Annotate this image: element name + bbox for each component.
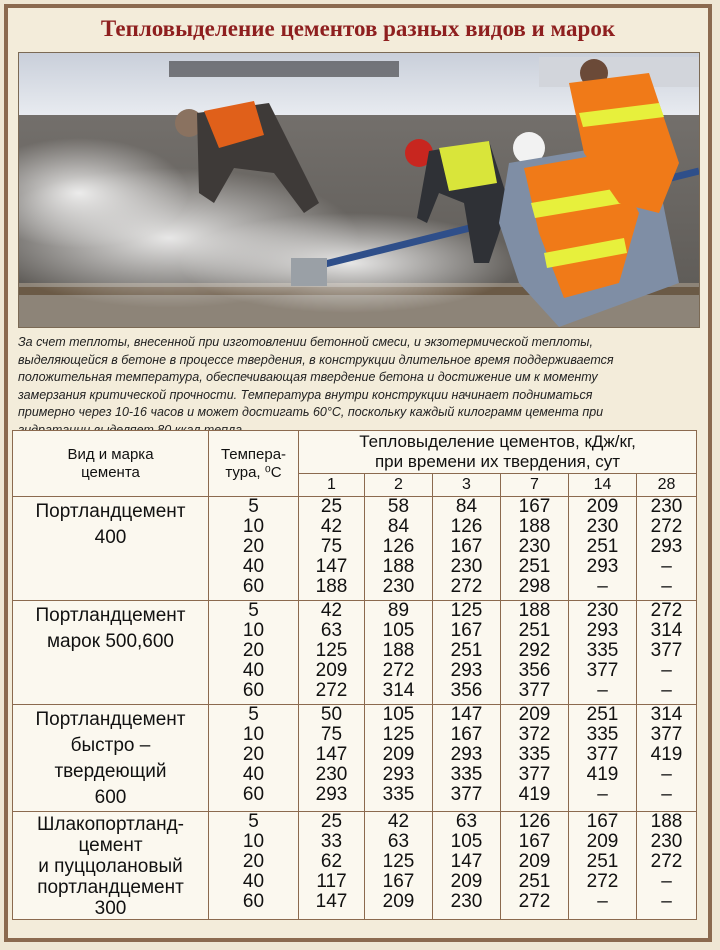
header-heat-line: при времени их твердения, сут [374, 452, 621, 471]
heat-value: – [661, 871, 672, 892]
heat-value: 147 [315, 891, 348, 912]
heat-value: 230 [450, 891, 483, 912]
heat-value: 230 [586, 516, 619, 537]
temp-value: 5 [248, 811, 259, 832]
heat-value: 272 [586, 871, 619, 892]
heat-value: 419 [650, 744, 683, 765]
header-day: 14 [569, 474, 637, 497]
heat-value: 147 [315, 744, 348, 765]
temp-value: 10 [242, 831, 265, 852]
heat-value: 147 [315, 556, 348, 577]
heat-value: 209 [518, 851, 551, 872]
heat-value: 75 [320, 724, 343, 745]
heat-value: 167 [518, 496, 551, 517]
cement-name [13, 812, 209, 920]
temp-value: 60 [242, 784, 265, 805]
heat-value: 126 [382, 536, 415, 557]
heat-value: 298 [518, 576, 551, 597]
temp-value: 10 [242, 620, 265, 641]
table-row [13, 705, 697, 812]
heat-column [637, 601, 697, 705]
temp-value: 60 [242, 576, 265, 597]
heat-value: 251 [518, 871, 551, 892]
temp-value: 40 [242, 660, 265, 681]
heat-column [365, 497, 433, 601]
heat-column [433, 812, 501, 920]
heat-value: 33 [320, 831, 343, 852]
cement-name-line: и пуццолановый [38, 856, 183, 877]
header-temp-line: тура, ⁰С [225, 463, 282, 481]
heat-value: 293 [450, 744, 483, 765]
heat-column [365, 705, 433, 812]
heat-value: 167 [450, 536, 483, 557]
cement-name-line: 600 [94, 787, 127, 808]
heat-column [299, 601, 365, 705]
intro-line: замерзания критической прочности. Температура внутри конструкции начинает подниматься [18, 387, 593, 402]
heat-value: 335 [450, 764, 483, 785]
heat-column [637, 497, 697, 601]
heat-value: 377 [518, 680, 551, 701]
heat-value: – [597, 784, 608, 805]
heat-value: 188 [382, 640, 415, 661]
heat-column [501, 812, 569, 920]
heat-value: 293 [586, 620, 619, 641]
heat-value: 42 [320, 516, 343, 537]
heat-value: 50 [320, 704, 343, 725]
heat-value: 209 [518, 704, 551, 725]
temp-value: 40 [242, 556, 265, 577]
heat-column [365, 812, 433, 920]
heat-value: 251 [518, 620, 551, 641]
heat-value: 230 [586, 600, 619, 621]
cement-name-line: Портландцемент [35, 605, 186, 626]
heat-value: 63 [387, 831, 410, 852]
heat-value: 63 [320, 620, 343, 641]
heat-value: 167 [382, 871, 415, 892]
heat-value: 42 [387, 811, 410, 832]
intro-line: выделяющейся в бетоне в процессе твердения, в конструкции длительное время поддерживается [18, 352, 614, 367]
cement-name [13, 497, 209, 601]
heat-value: 377 [650, 640, 683, 661]
temp-column [209, 601, 299, 705]
heat-value: 209 [450, 871, 483, 892]
heat-value: 293 [382, 764, 415, 785]
heat-value: 251 [586, 536, 619, 557]
heat-column [433, 497, 501, 601]
heat-value: – [597, 576, 608, 597]
heat-value: 188 [315, 576, 348, 597]
heat-value: 314 [650, 704, 683, 725]
heat-value: 251 [586, 851, 619, 872]
temp-value: 20 [242, 536, 265, 557]
heat-value: 293 [315, 784, 348, 805]
heat-column [569, 812, 637, 920]
header-day: 1 [299, 474, 365, 497]
temp-column [209, 705, 299, 812]
heat-value: 209 [315, 660, 348, 681]
heat-value: 167 [450, 724, 483, 745]
heat-column [501, 601, 569, 705]
heat-column [569, 705, 637, 812]
heat-value: 105 [382, 704, 415, 725]
heat-column [501, 705, 569, 812]
heat-value: 272 [450, 576, 483, 597]
heat-value: 293 [650, 536, 683, 557]
cement-name-line: марок 500,600 [46, 631, 175, 652]
heat-column [433, 601, 501, 705]
construction-workers-photo [18, 52, 700, 328]
heat-value: 209 [586, 831, 619, 852]
temp-value: 40 [242, 764, 265, 785]
heat-value: 419 [518, 784, 551, 805]
header-temp [209, 431, 299, 497]
heat-value: 272 [315, 680, 348, 701]
header-cement-line: цемента [81, 463, 140, 481]
heat-value: 377 [450, 784, 483, 805]
header-day: 3 [433, 474, 501, 497]
heat-table [12, 430, 697, 920]
header-cement-line: Вид и марка [67, 445, 154, 463]
heat-value: 209 [382, 744, 415, 765]
header-cement [13, 431, 209, 497]
header-day: 2 [365, 474, 433, 497]
heat-value: 58 [387, 496, 410, 517]
heat-value: 63 [455, 811, 478, 832]
heat-value: 167 [450, 620, 483, 641]
heat-column [501, 497, 569, 601]
heat-value: 293 [586, 556, 619, 577]
heat-value: 126 [518, 811, 551, 832]
heat-value: 314 [382, 680, 415, 701]
temp-column [209, 812, 299, 920]
temp-value: 20 [242, 640, 265, 661]
heat-value: 209 [382, 891, 415, 912]
temp-value: 5 [248, 704, 259, 725]
temp-value: 10 [242, 516, 265, 537]
heat-value: 272 [650, 851, 683, 872]
header-day: 28 [637, 474, 697, 497]
heat-value: 251 [518, 556, 551, 577]
heat-value: 84 [387, 516, 410, 537]
temp-value: 60 [242, 680, 265, 701]
heat-value: – [661, 764, 672, 785]
header-heat [299, 431, 697, 474]
temp-value: 60 [242, 891, 265, 912]
heat-value: 230 [518, 536, 551, 557]
heat-value: 377 [586, 744, 619, 765]
heat-value: 356 [450, 680, 483, 701]
heat-value: 372 [518, 724, 551, 745]
heat-column [365, 601, 433, 705]
heat-value: 377 [650, 724, 683, 745]
heat-value: – [661, 660, 672, 681]
page-title: Тепловыделение цементов разных видов и марок [100, 16, 616, 41]
heat-value: 25 [320, 496, 343, 517]
heat-value: 167 [586, 811, 619, 832]
heat-value: 125 [382, 851, 415, 872]
heat-value: 377 [586, 660, 619, 681]
temp-value: 20 [242, 744, 265, 765]
cement-name-line: 300 [94, 898, 127, 919]
heat-column [569, 601, 637, 705]
heat-value: 230 [650, 831, 683, 852]
heat-value: 293 [450, 660, 483, 681]
temp-value: 5 [248, 496, 259, 517]
intro-line: За счет теплоты, внесенной при изготовлении бетонной смеси, и экзотермической теплоты, [18, 335, 593, 349]
temp-value: 10 [242, 724, 265, 745]
table-row [13, 601, 697, 705]
heat-value: – [597, 680, 608, 701]
cement-name [13, 601, 209, 705]
intro-paragraph [18, 334, 698, 439]
heat-value: – [661, 680, 672, 701]
heat-value: – [597, 891, 608, 912]
heat-value: 25 [320, 811, 343, 832]
heat-value: 272 [382, 660, 415, 681]
heat-value: 272 [650, 516, 683, 537]
heat-column [299, 705, 365, 812]
heat-column [433, 705, 501, 812]
heat-value: 75 [320, 536, 343, 557]
cement-name-line: портландцемент [37, 877, 184, 898]
heat-value: 188 [518, 600, 551, 621]
heat-value: 314 [650, 620, 683, 641]
heat-value: 188 [382, 556, 415, 577]
heat-value: 125 [382, 724, 415, 745]
heat-value: 230 [650, 496, 683, 517]
heat-value: 335 [382, 784, 415, 805]
cement-name-line: 400 [94, 527, 127, 548]
header-day: 7 [501, 474, 569, 497]
heat-value: 42 [320, 600, 343, 621]
header-heat-line: Тепловыделение цементов, кДж/кг, [359, 432, 636, 451]
heat-value: 377 [518, 764, 551, 785]
heat-column [299, 812, 365, 920]
heat-value: 356 [518, 660, 551, 681]
heat-value: 147 [450, 851, 483, 872]
heat-value: 230 [382, 576, 415, 597]
heat-value: 335 [586, 724, 619, 745]
cement-name-line: быстро – [70, 735, 151, 756]
heat-value: – [661, 784, 672, 805]
heat-column [637, 705, 697, 812]
heat-value: 62 [320, 851, 343, 872]
heat-value: 335 [586, 640, 619, 661]
heat-value: 335 [518, 744, 551, 765]
cement-name-line: Портландцемент [35, 709, 186, 730]
temp-column [209, 497, 299, 601]
intro-line: положительная температура, обеспечивающая твердение бетона и достижение им к моменту [18, 370, 598, 384]
heat-value: 167 [518, 831, 551, 852]
cement-name-line: Шлакопортланд- [36, 814, 184, 835]
heat-column [299, 497, 365, 601]
heat-value: – [661, 891, 672, 912]
heat-value: 126 [450, 516, 483, 537]
heat-value: 117 [316, 871, 347, 892]
heat-column [637, 812, 697, 920]
heat-value: 188 [650, 811, 683, 832]
heat-value: 292 [518, 640, 551, 661]
heat-value: – [661, 556, 672, 577]
temp-value: 40 [242, 871, 265, 892]
cement-name [13, 705, 209, 812]
heat-value: 105 [382, 620, 415, 641]
heat-value: 125 [315, 640, 348, 661]
heat-value: 272 [518, 891, 551, 912]
heat-value: 209 [586, 496, 619, 517]
table-row [13, 812, 697, 920]
heat-value: 105 [450, 831, 483, 852]
heat-value: 272 [650, 600, 683, 621]
cement-name-line: Портландцемент [35, 501, 186, 522]
cement-name-line: цемент [78, 835, 143, 856]
heat-value: – [661, 576, 672, 597]
temp-value: 5 [248, 600, 259, 621]
cement-name-line: твердеющий [54, 761, 167, 782]
heat-value: 84 [455, 496, 478, 517]
table-row [13, 497, 697, 601]
heat-column [569, 497, 637, 601]
intro-line: примерно через 10-16 часов и может достигать 60°С, поскольку каждый килограмм цемента при [18, 405, 604, 419]
heat-value: 419 [586, 764, 619, 785]
heat-value: 147 [450, 704, 483, 725]
heat-value: 251 [450, 640, 483, 661]
heat-value: 125 [450, 600, 483, 621]
temp-value: 20 [242, 851, 265, 872]
header-temp-line: Темпера- [220, 445, 287, 463]
heat-value: 251 [586, 704, 619, 725]
heat-value: 230 [450, 556, 483, 577]
heat-value: 188 [518, 516, 551, 537]
heat-value: 89 [387, 600, 410, 621]
heat-value: 230 [315, 764, 348, 785]
